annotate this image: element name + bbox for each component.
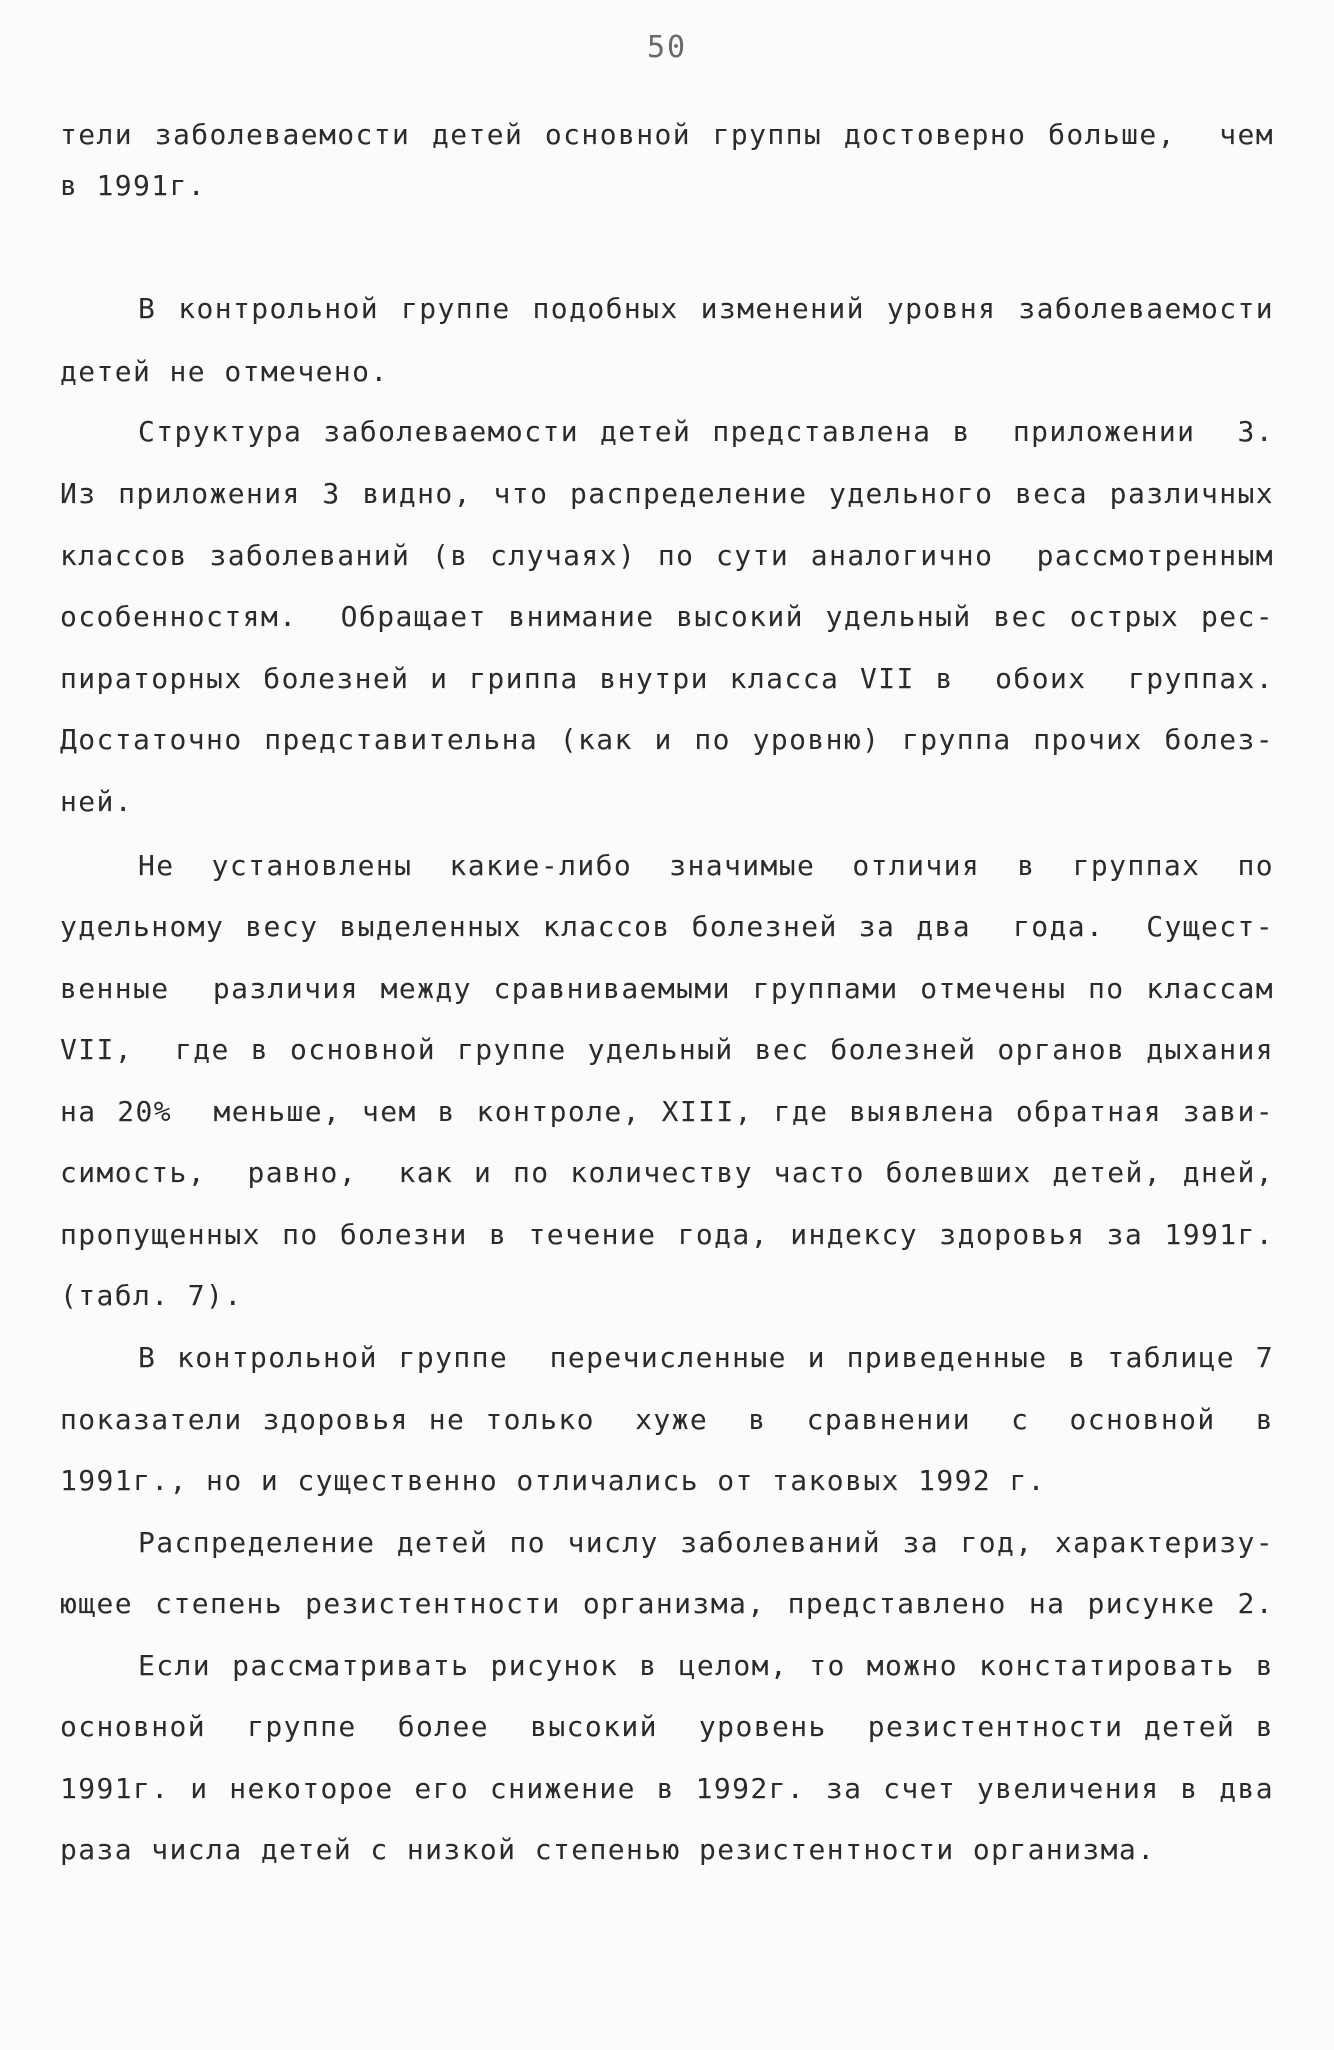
text-line: венные различия между сравниваемыми группами отмечены по классам — [60, 972, 1274, 1005]
text-line: Не установлены какие-либо значимые отличия в группах по — [138, 849, 1274, 882]
text-line: пропущенных по болезни в течение года, индексу здоровья за 1991г. — [60, 1218, 1274, 1251]
text-line: на 20% меньше, чем в контроле, XIII, где выявлена обратная зави- — [60, 1095, 1274, 1128]
text-line: В контрольной группе подобных изменений уровня заболеваемости — [138, 292, 1274, 325]
text-line: В контрольной группе перечисленные и приведенные в таблице 7 — [138, 1341, 1274, 1374]
text-line: детей не отмечено. — [60, 355, 389, 388]
text-line: классов заболеваний (в случаях) по сути аналогично рассмотренным — [60, 539, 1274, 572]
text-line: Если рассматривать рисунок в целом, то можно констатировать в — [138, 1649, 1274, 1682]
page-number: 50 — [646, 30, 688, 65]
text-line: особенностям. Обращает внимание высокий удельный вес острых рес- — [60, 600, 1274, 633]
text-line: симость, равно, как и по количеству часто болевших детей, дней, — [60, 1156, 1274, 1189]
text-line: ющее степень резистентности организма, представлено на рисунке 2. — [60, 1587, 1274, 1620]
text-line: VII, где в основной группе удельный вес болезней органов дыхания — [60, 1033, 1274, 1066]
text-line: Распределение детей по числу заболеваний за год, характеризу- — [138, 1526, 1274, 1559]
text-line: тели заболеваемости детей основной группы достоверно больше, чем — [60, 118, 1274, 151]
text-line: (табл. 7). — [60, 1279, 243, 1312]
text-line: 1991г., но и существенно отличались от таковых 1992 г. — [60, 1464, 1046, 1497]
text-line: Из приложения 3 видно, что распределение удельного веса различных — [60, 477, 1274, 510]
text-line: раза числа детей с низкой степенью резистентности организма. — [60, 1833, 1156, 1866]
text-line: пираторных болезней и гриппа внутри класса VII в обоих группах. — [60, 662, 1274, 695]
text-line: в 1991г. — [60, 169, 207, 202]
text-line: 1991г. и некоторое его снижение в 1992г. за счет увеличения в два — [60, 1772, 1274, 1805]
text-line: показатели здоровья не только хуже в сравнении с основной в — [60, 1403, 1274, 1436]
text-line: Структура заболеваемости детей представлена в приложении 3. — [138, 415, 1274, 448]
text-line: удельному весу выделенных классов болезней за два года. Сущест- — [60, 910, 1274, 943]
text-line: ней. — [60, 785, 134, 818]
text-line: Достаточно представительна (как и по уровню) группа прочих болез- — [60, 723, 1274, 756]
text-line: основной группе более высокий уровень резистентности детей в — [60, 1710, 1274, 1743]
